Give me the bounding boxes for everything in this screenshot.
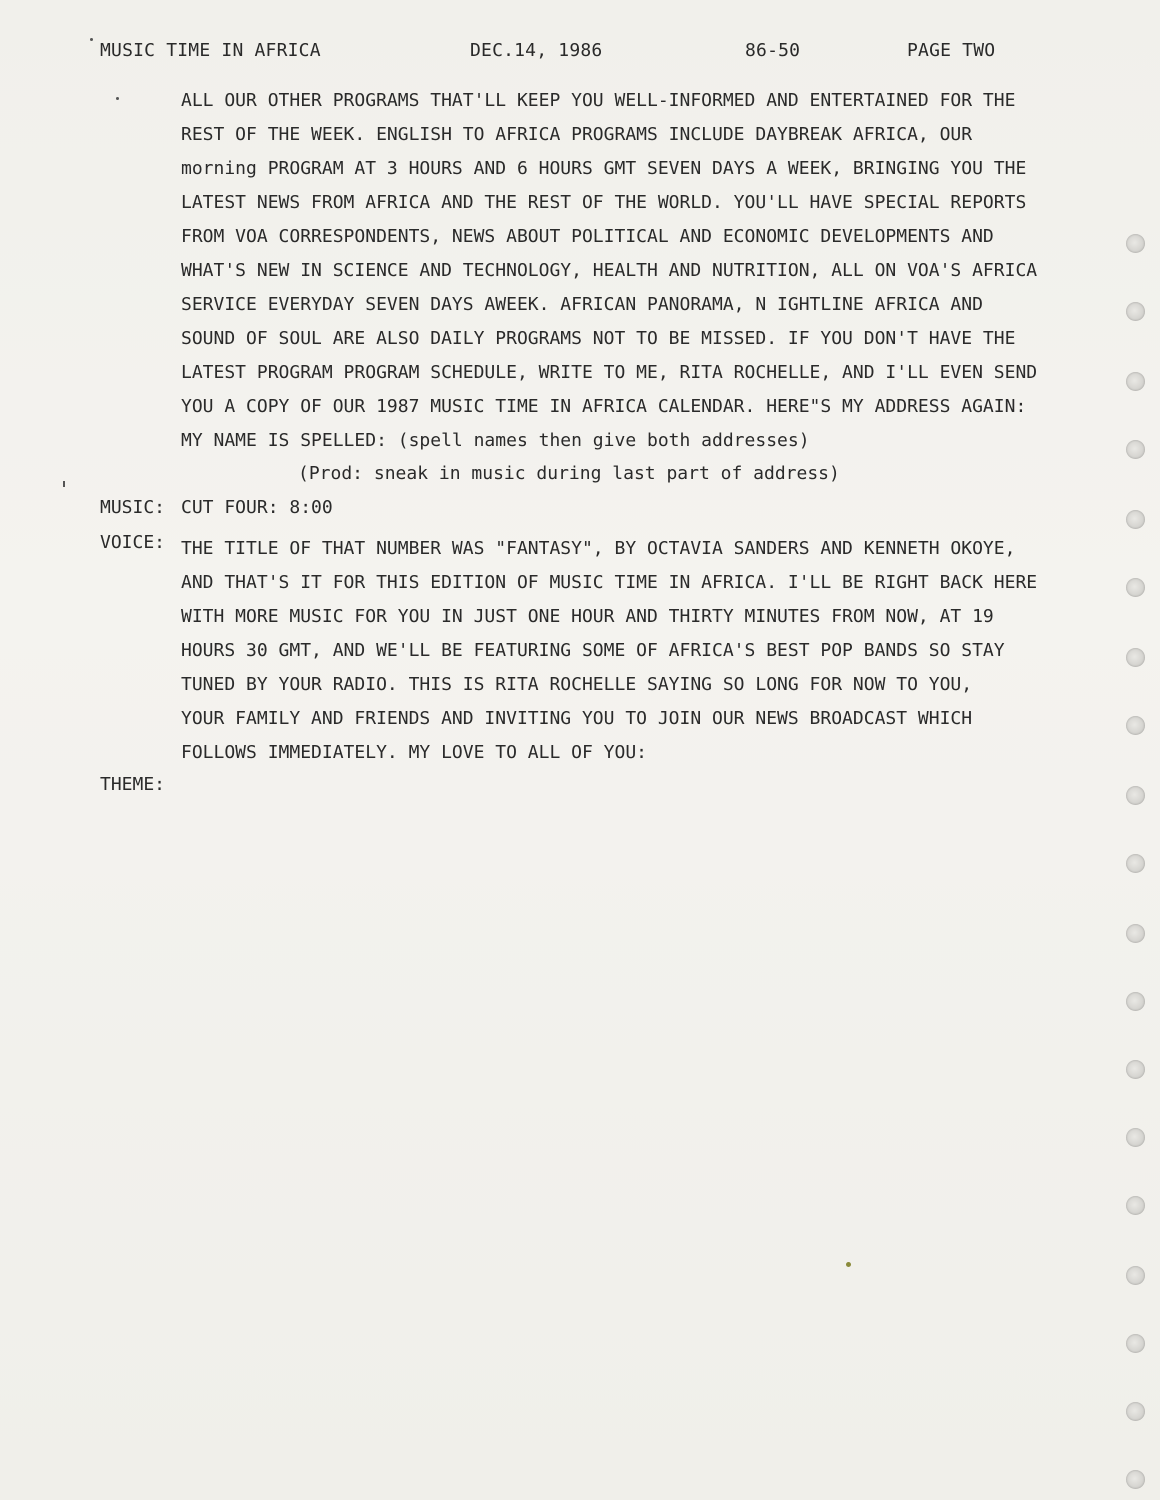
ink-mark [63, 481, 65, 487]
binder-holes [1122, 230, 1152, 1500]
binder-hole [1126, 1196, 1145, 1215]
binder-hole [1126, 578, 1145, 597]
script-title: MUSIC TIME IN AFRICA [100, 40, 321, 61]
body-paragraph [181, 84, 1111, 458]
voice-label: VOICE: [100, 532, 166, 553]
binder-hole [1126, 372, 1145, 391]
text-line: LATEST NEWS FROM AFRICA AND THE REST OF THE WORLD. YOU'LL HAVE SPECIAL REPORTS [181, 192, 1027, 213]
binder-hole [1126, 924, 1145, 943]
binder-hole [1126, 1128, 1145, 1147]
voice-paragraph [181, 532, 1111, 770]
text-line: TUNED BY YOUR RADIO. THIS IS RITA ROCHELLE SAYING SO LONG FOR NOW TO YOU, [181, 674, 973, 695]
text-line: ALL OUR OTHER PROGRAMS THAT'LL KEEP YOU WELL-INFORMED AND ENTERTAINED FOR THE [181, 90, 1016, 111]
text-line: AND THAT'S IT FOR THIS EDITION OF MUSIC TIME IN AFRICA. I'LL BE RIGHT BACK HERE [181, 572, 1038, 593]
paper-speck [846, 1262, 851, 1267]
text-line: morning PROGRAM AT 3 HOURS AND 6 HOURS GMT SEVEN DAYS A WEEK, BRINGING YOU THE [181, 158, 1027, 179]
binder-hole [1126, 786, 1145, 805]
ink-mark [116, 97, 119, 100]
theme-label: THEME: [100, 774, 166, 795]
music-label: MUSIC: [100, 497, 166, 518]
text-line: WITH MORE MUSIC FOR YOU IN JUST ONE HOUR AND THIRTY MINUTES FROM NOW, AT 19 [181, 606, 994, 627]
binder-hole [1126, 302, 1145, 321]
page-number: PAGE TWO [907, 40, 996, 61]
text-line: MY NAME IS SPELLED: (spell names then give both addresses) [181, 430, 810, 451]
text-line: SOUND OF SOUL ARE ALSO DAILY PROGRAMS NOT TO BE MISSED. IF YOU DON'T HAVE THE [181, 328, 1016, 349]
binder-hole [1126, 1334, 1145, 1353]
binder-hole [1126, 854, 1145, 873]
binder-hole [1126, 440, 1145, 459]
text-line: YOU A COPY OF OUR 1987 MUSIC TIME IN AFRICA CALENDAR. HERE"S MY ADDRESS AGAIN: [181, 396, 1027, 417]
music-cue: CUT FOUR: 8:00 [181, 497, 333, 518]
binder-hole [1126, 1402, 1145, 1421]
binder-hole [1126, 1060, 1145, 1079]
binder-hole [1126, 648, 1145, 667]
production-note: (Prod: sneak in music during last part of address) [298, 463, 840, 484]
text-line: FOLLOWS IMMEDIATELY. MY LOVE TO ALL OF YOU: [181, 742, 647, 763]
binder-hole [1126, 234, 1145, 253]
page-header [0, 40, 1160, 70]
text-line: YOUR FAMILY AND FRIENDS AND INVITING YOU TO JOIN OUR NEWS BROADCAST WHICH [181, 708, 973, 729]
binder-hole [1126, 1266, 1145, 1285]
text-line: SERVICE EVERYDAY SEVEN DAYS AWEEK. AFRICAN PANORAMA, N IGHTLINE AFRICA AND [181, 294, 983, 315]
binder-hole [1126, 1470, 1145, 1489]
text-line: THE TITLE OF THAT NUMBER WAS "FANTASY", BY OCTAVIA SANDERS AND KENNETH OKOYE, [181, 538, 1016, 559]
binder-hole [1126, 992, 1145, 1011]
script-number: 86-50 [745, 40, 801, 61]
ink-mark [90, 38, 93, 41]
text-line: LATEST PROGRAM PROGRAM SCHEDULE, WRITE TO ME, RITA ROCHELLE, AND I'LL EVEN SEND [181, 362, 1038, 383]
text-line: HOURS 30 GMT, AND WE'LL BE FEATURING SOME OF AFRICA'S BEST POP BANDS SO STAY [181, 640, 1005, 661]
text-line: FROM VOA CORRESPONDENTS, NEWS ABOUT POLITICAL AND ECONOMIC DEVELOPMENTS AND [181, 226, 994, 247]
text-line: REST OF THE WEEK. ENGLISH TO AFRICA PROGRAMS INCLUDE DAYBREAK AFRICA, OUR [181, 124, 973, 145]
text-line: WHAT'S NEW IN SCIENCE AND TECHNOLOGY, HEALTH AND NUTRITION, ALL ON VOA'S AFRICA [181, 260, 1038, 281]
binder-hole [1126, 716, 1145, 735]
binder-hole [1126, 510, 1145, 529]
script-date: DEC.14, 1986 [470, 40, 603, 61]
